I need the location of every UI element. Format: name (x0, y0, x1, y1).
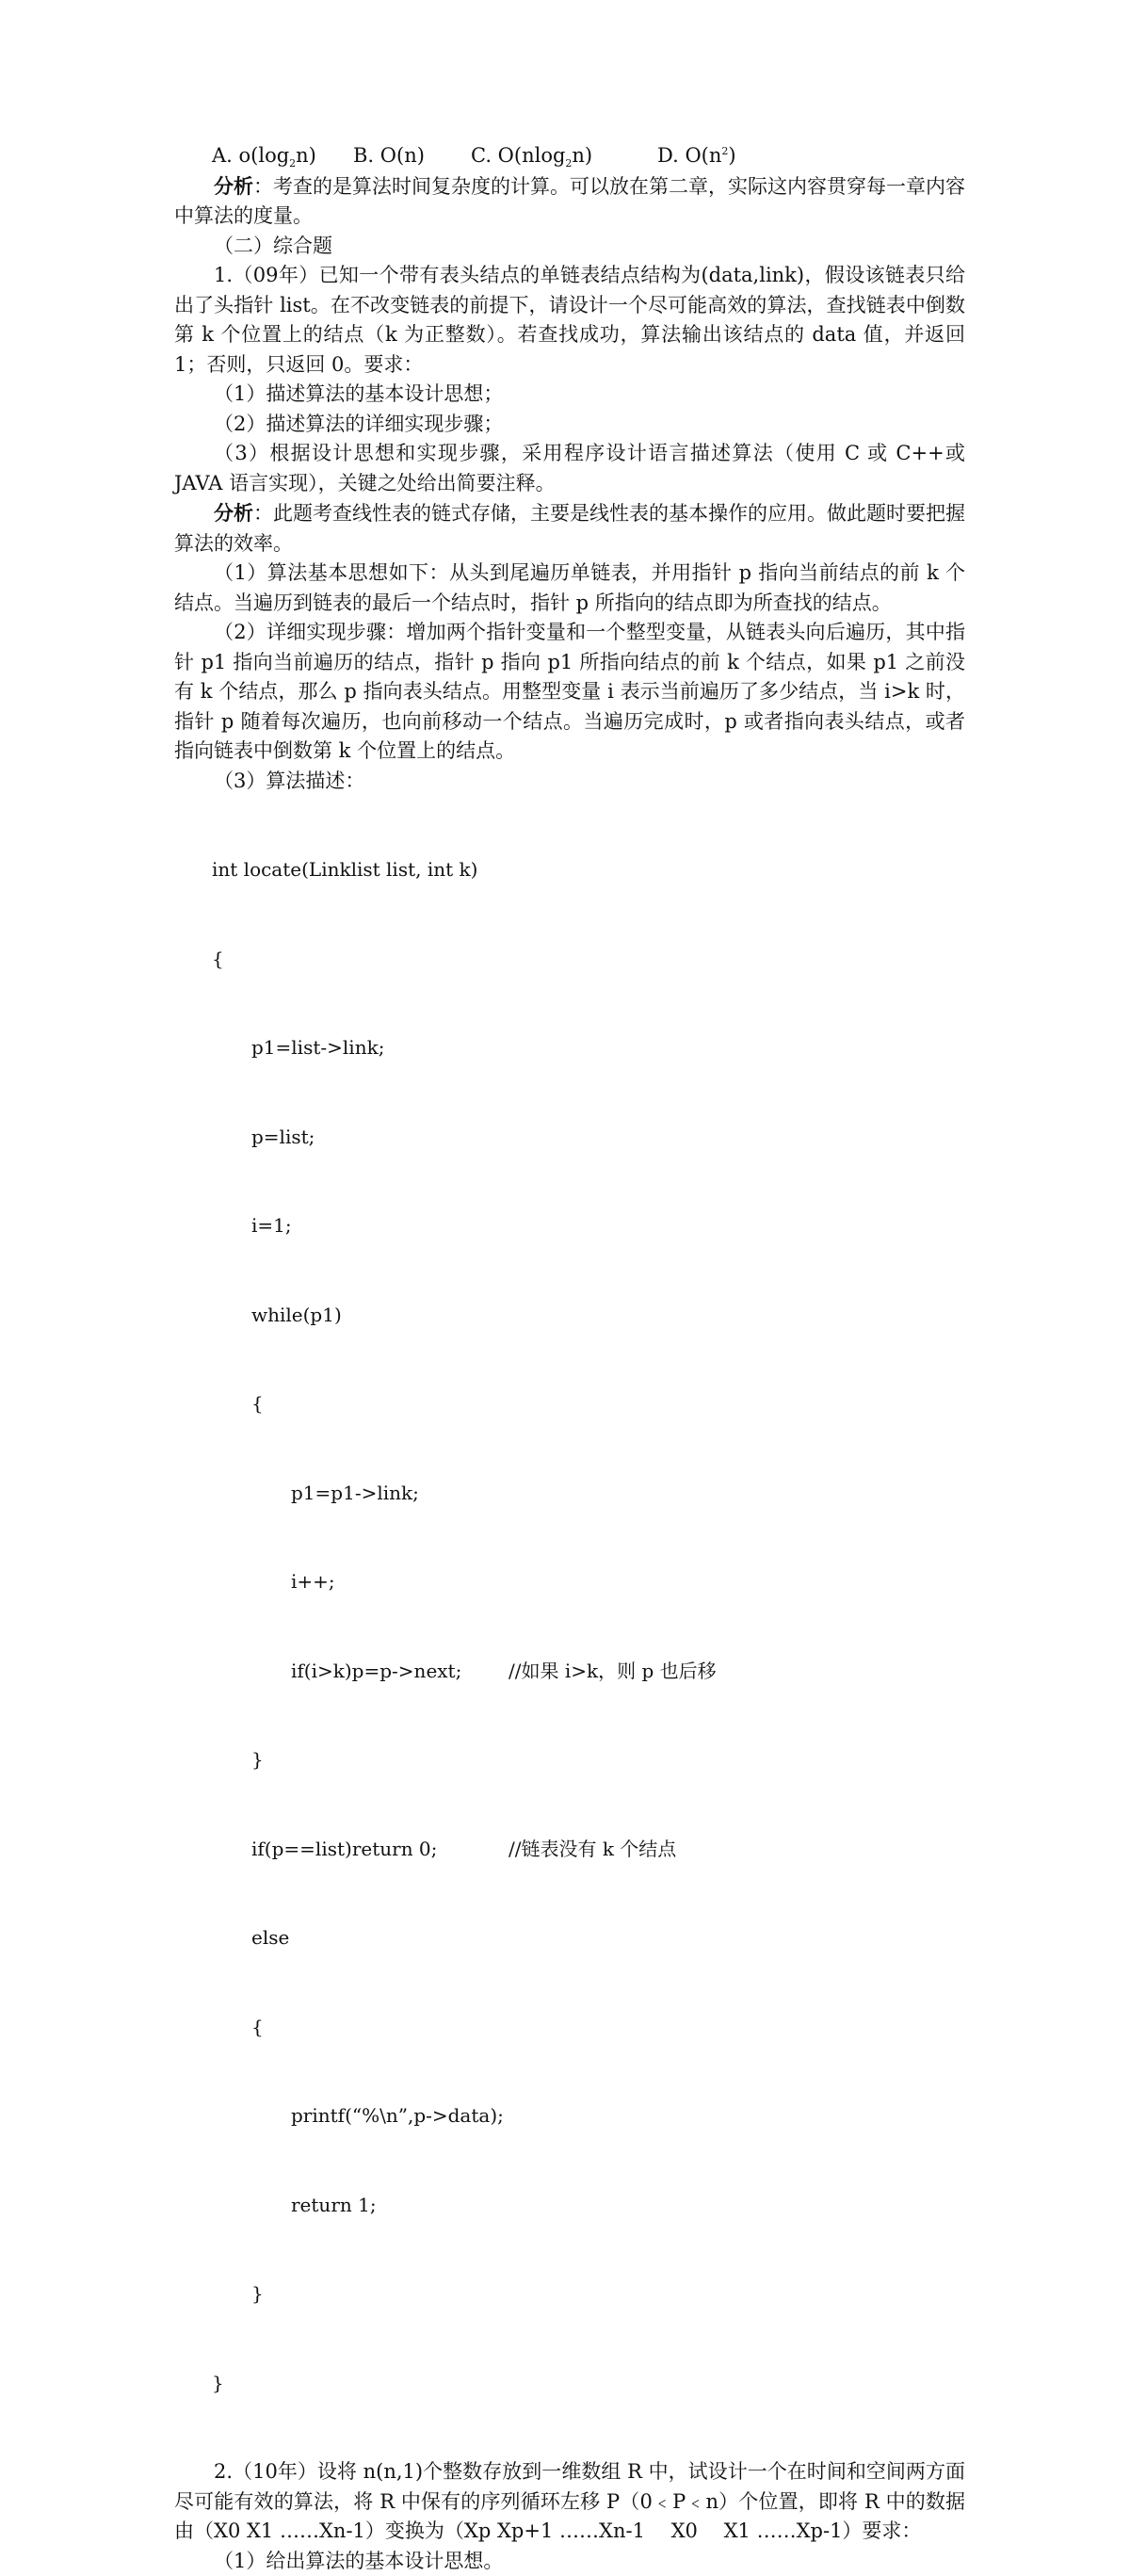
code-line: int locate(Linklist list, int k) (174, 855, 965, 885)
code-comment: //链表没有 k 个结点 (508, 1835, 676, 1865)
code-line: printf(“%\n”,p->data); (174, 2101, 965, 2131)
question-1-req-3: （3）根据设计思想和实现步骤，采用程序设计语言描述算法（使用 C 或 C++或 JAVA 语言实现），关键之处给出简要注释。 (174, 439, 965, 498)
code-line: return 1; (174, 2191, 965, 2221)
question-2-req-1: （1）给出算法的基本设计思想。 (174, 2547, 965, 2576)
answer-step-1: （1）算法基本思想如下：从头到尾遍历单链表，并用指针 p 指向当前结点的前 k 个结点。当遍历到链表的最后一个结点时，指针 p 所指向的结点即为所查找的结点。 (174, 559, 965, 618)
code-line: i=1; (174, 1211, 965, 1241)
code-line: { (174, 945, 965, 975)
code-line: p1=p1->link; (174, 1479, 965, 1509)
code-line: p1=list->link; (174, 1033, 965, 1063)
option-b: B. O(n) (353, 141, 471, 171)
analysis-paragraph-1: 分析：考查的是算法时间复杂度的计算。可以放在第二章，实际这内容贯穿每一章内容中算法的度量。 (174, 171, 965, 232)
code-line: while(p1) (174, 1301, 965, 1331)
question-1-req-1: （1）描述算法的基本设计思想； (174, 380, 965, 410)
question-2: 2.（10年）设将 n(n,1)个整数存放到一维数组 R 中，试设计一个在时间和空间两方面尽可能有效的算法，将 R 中保有的序列循环左移 P（0﹤P﹤n）个位置，即将 R 中的数据由（X0 X1 ……Xn-1）变换为（Xp Xp+1 ……Xn-1 X0 X1 ……Xp-1）要求： (174, 2457, 965, 2547)
code-line: p=list; (174, 1123, 965, 1153)
code-line: } (174, 2369, 965, 2399)
section-heading: （二）综合题 (174, 232, 965, 262)
answer-step-3: （3）算法描述： (174, 767, 965, 797)
answer-step-2: （2）详细实现步骤：增加两个指针变量和一个整型变量，从链表头向后遍历，其中指针 p1 指向当前遍历的结点，指针 p 指向 p1 所指向结点的前 k 个结点，如果 p1 之前没有 k 个结点，那么 p 指向表头结点。用整型变量 i 表示当前遍历了多少结点，当 i>k 时，指针 p 随着每次遍历，也向前移动一个结点。当遍历完成时，p 或者指向表头结点，或者指向链表中倒数第 k 个位置上的结点。 (174, 618, 965, 767)
option-d: D. $O(n^2)$ (657, 141, 736, 171)
analysis-label: 分析 (214, 174, 253, 198)
code-line: } (174, 1745, 965, 1775)
code-line: if(p==list)return 0; //链表没有 k 个结点 (174, 1835, 965, 1865)
code-line: i++; (174, 1567, 965, 1597)
code-line: if(i>k)p=p->next; //如果 i>k，则 p 也后移 (174, 1657, 965, 1687)
option-a: A. $o(\log_2n)$ (212, 141, 353, 171)
code-block (174, 796, 965, 2457)
question-1-req-2: （2）描述算法的详细实现步骤； (174, 410, 965, 440)
page-content (174, 141, 965, 2576)
code-line: { (174, 2013, 965, 2043)
code-line: } (174, 2279, 965, 2309)
analysis-paragraph-2: 分析：此题考查线性表的链式存储，主要是线性表的基本操作的应用。做此题时要把握算法的效率。 (174, 498, 965, 559)
question-1: 1.（09年）已知一个带有表头结点的单链表结点结构为(data,link)，假设该链表只给出了头指针 list。在不改变链表的前提下，请设计一个尽可能高效的算法，查找链表中倒数第 k 个位置上的结点（k 为正整数）。若查找成功，算法输出该结点的 data 值，并返回 1；否则，只返回 0。要求： (174, 261, 965, 380)
code-line: { (174, 1389, 965, 1419)
code-line: else (174, 1923, 965, 1953)
answer-options (174, 141, 965, 171)
code-comment: //如果 i>k，则 p 也后移 (508, 1657, 717, 1687)
analysis-label: 分析 (214, 501, 253, 525)
option-c: C. O(nlog$_2$n) (471, 141, 657, 171)
